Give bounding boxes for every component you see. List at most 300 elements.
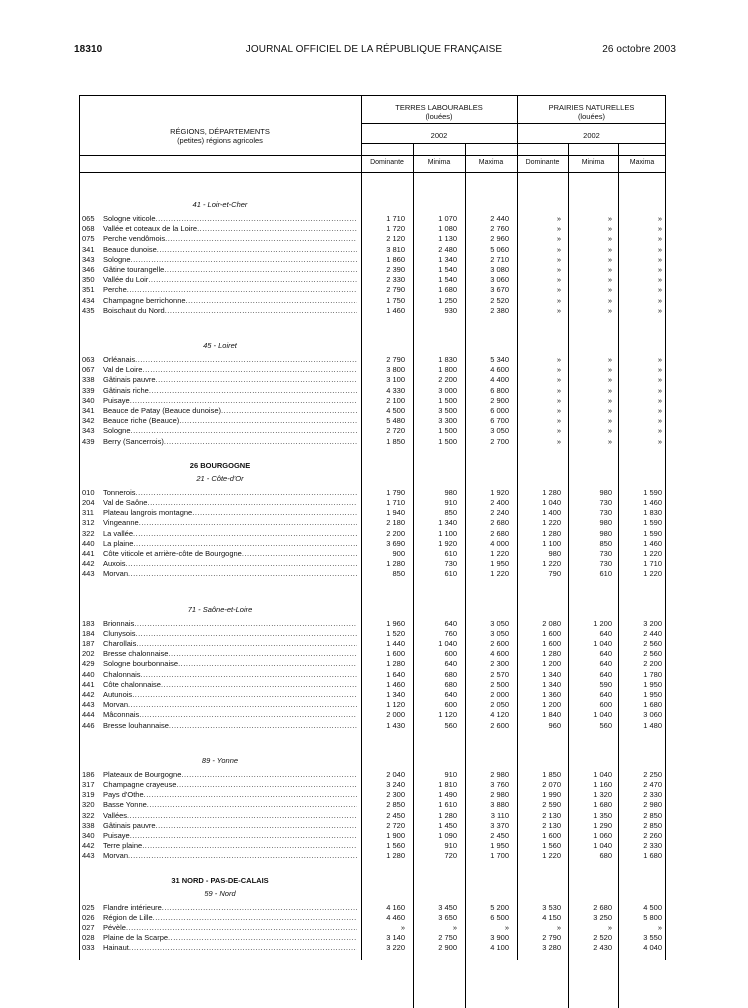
value-cell: 1 920 <box>490 487 509 497</box>
region-name <box>103 569 357 579</box>
region-name-text: La plaine <box>103 538 134 548</box>
value-cell: 1 500 <box>438 426 457 436</box>
col-header-minima: Minima <box>427 159 451 166</box>
value-cell: » <box>400 923 405 932</box>
value-cell: 1 090 <box>438 831 457 840</box>
region-name-text: Gâtinais pauvre <box>103 820 156 830</box>
region-name-text: Côte chalonnaise <box>103 679 161 689</box>
value-cell: 2 430 <box>593 943 612 953</box>
value-cell: » <box>504 923 509 932</box>
value-cell: 730 <box>599 549 612 558</box>
region-code: 028 <box>82 933 95 943</box>
region-code: 184 <box>82 628 95 638</box>
table-row <box>79 639 666 649</box>
value-cell: 1 950 <box>643 679 662 689</box>
value-cell: 1 460 <box>386 305 405 315</box>
value-cell: 1 040 <box>438 639 457 648</box>
value-cell: » <box>607 923 612 932</box>
table-row <box>79 619 666 629</box>
value-cell: 1 600 <box>386 649 405 659</box>
value-cell: 2 710 <box>490 254 509 264</box>
table-row <box>79 234 666 244</box>
region-code: 340 <box>82 831 95 840</box>
value-cell: 850 <box>599 538 612 548</box>
value-cell: 640 <box>444 618 457 628</box>
value-cell: » <box>607 406 612 415</box>
value-cell: 4 600 <box>490 365 509 375</box>
region-name <box>103 831 357 841</box>
value-cell: 1 200 <box>542 700 561 710</box>
value-cell: 1 340 <box>542 669 561 679</box>
region-code: 186 <box>82 769 95 779</box>
region-code: 351 <box>82 285 95 295</box>
value-cell: » <box>607 244 612 254</box>
value-cell: 1 600 <box>542 639 561 648</box>
region-name <box>103 629 357 639</box>
value-cell: 1 700 <box>490 851 509 861</box>
value-cell: 2 120 <box>386 234 405 244</box>
region-code: 443 <box>82 569 95 579</box>
region-name <box>103 670 357 680</box>
value-cell: » <box>657 234 662 244</box>
region-name <box>103 285 357 295</box>
value-cell: 3 100 <box>386 375 405 385</box>
table-row <box>79 214 666 224</box>
value-cell: 720 <box>444 851 457 861</box>
region-code: 063 <box>82 355 95 364</box>
value-cell: 1 640 <box>386 669 405 679</box>
region-code: 202 <box>82 649 95 659</box>
header-rule <box>361 143 666 144</box>
value-cell: » <box>607 285 612 295</box>
table-row <box>79 821 666 831</box>
value-cell: 2 850 <box>643 820 662 830</box>
region-code: 025 <box>82 902 95 912</box>
value-cell: 730 <box>599 498 612 507</box>
region-code: 342 <box>82 416 95 426</box>
value-cell: 1 600 <box>542 831 561 840</box>
value-cell: 910 <box>444 769 457 779</box>
value-cell: 1 850 <box>386 436 405 446</box>
value-cell: 4 150 <box>542 912 561 922</box>
value-cell: » <box>657 365 662 375</box>
table-row <box>79 365 666 375</box>
value-cell: 1 590 <box>643 518 662 528</box>
region-name-text: Plateaux de Bourgogne <box>103 769 182 779</box>
region-code: 441 <box>82 549 95 558</box>
value-cell: 2 080 <box>542 618 561 628</box>
value-cell: 3 690 <box>386 538 405 548</box>
value-cell: 640 <box>599 690 612 699</box>
value-cell: 1 280 <box>542 649 561 659</box>
region-code: 343 <box>82 254 95 264</box>
region-name <box>103 913 357 923</box>
table-row <box>79 245 666 255</box>
value-cell: 2 500 <box>490 679 509 689</box>
value-cell: 6 500 <box>490 912 509 922</box>
regions-header-line2: (petites) régions agricoles <box>177 136 263 145</box>
value-cell: 1 790 <box>386 487 405 497</box>
table-row <box>79 903 666 913</box>
region-name <box>103 488 357 498</box>
value-cell: 4 160 <box>386 902 405 912</box>
value-cell: 1 280 <box>386 559 405 569</box>
col-header-maxima: Maxima <box>478 159 504 166</box>
value-cell: 1 450 <box>438 820 457 830</box>
table-row <box>79 943 666 953</box>
region-name <box>103 508 357 518</box>
value-cell: 1 060 <box>593 831 612 840</box>
value-cell: 760 <box>444 628 457 638</box>
table-row <box>79 569 666 579</box>
region-name <box>103 800 357 810</box>
value-cell: 3 550 <box>643 933 662 943</box>
table-row <box>79 670 666 680</box>
value-cell: 1 220 <box>643 569 662 579</box>
value-cell: 6 700 <box>490 416 509 426</box>
value-cell: 3 140 <box>386 933 405 943</box>
value-cell: 2 480 <box>438 244 457 254</box>
value-cell: 2 790 <box>542 933 561 943</box>
value-cell: 3 000 <box>438 385 457 395</box>
region-code: 434 <box>82 295 95 305</box>
value-cell: » <box>556 254 561 264</box>
table-row <box>79 790 666 800</box>
terres-labourables-header <box>361 103 517 121</box>
region-code: 441 <box>82 679 95 689</box>
region-code: 183 <box>82 618 95 628</box>
value-cell: 5 340 <box>490 355 509 364</box>
journal-title: JOURNAL OFFICIEL DE LA RÉPUBLIQUE FRANÇAISE <box>245 44 503 55</box>
value-cell: 1 400 <box>542 508 561 518</box>
region-code: 322 <box>82 528 95 538</box>
terres-subtitle: (louées) <box>425 112 453 121</box>
value-cell: 2 130 <box>542 810 561 820</box>
value-cell: 2 980 <box>490 790 509 800</box>
region-name <box>103 386 357 396</box>
region-name <box>103 234 357 244</box>
value-cell: 600 <box>599 700 612 710</box>
value-cell: » <box>657 244 662 254</box>
value-cell: 3 370 <box>490 820 509 830</box>
region-name <box>103 923 357 933</box>
value-cell: » <box>556 275 561 285</box>
table-row <box>79 770 666 780</box>
region-name <box>103 426 357 436</box>
value-cell: 3 050 <box>490 628 509 638</box>
region-name <box>103 214 357 224</box>
rates-table <box>79 95 668 960</box>
value-cell: 2 440 <box>643 628 662 638</box>
value-cell: 1 350 <box>593 810 612 820</box>
region-name <box>103 903 357 913</box>
value-cell: 2 040 <box>386 769 405 779</box>
value-cell: 640 <box>599 649 612 659</box>
table-row <box>79 831 666 841</box>
region-code: 343 <box>82 426 95 436</box>
value-cell: 900 <box>392 549 405 558</box>
value-cell: » <box>556 234 561 244</box>
value-cell: 4 100 <box>490 943 509 953</box>
region-name-text: Pévèle <box>103 923 126 932</box>
region-name <box>103 659 357 669</box>
value-cell: » <box>607 265 612 274</box>
value-cell: 980 <box>548 549 561 558</box>
table-row <box>79 488 666 498</box>
value-cell: 1 080 <box>438 224 457 234</box>
value-cell: » <box>556 244 561 254</box>
region-code: 026 <box>82 912 95 922</box>
value-cell: 3 880 <box>490 800 509 810</box>
region-name-text: Morvan <box>103 569 129 579</box>
region-name-text: Gâtinais riche <box>103 385 149 395</box>
value-cell: 1 480 <box>643 720 662 730</box>
value-cell: 1 040 <box>542 498 561 507</box>
region-name-text: Bresse chalonnaise <box>103 649 169 659</box>
value-cell: 2 450 <box>490 831 509 840</box>
value-cell: 2 390 <box>386 265 405 274</box>
value-cell: 2 250 <box>643 769 662 779</box>
value-cell: 3 760 <box>490 780 509 789</box>
value-cell: 4 000 <box>490 538 509 548</box>
value-cell: 3 060 <box>643 710 662 720</box>
region-name-text: Val de Saône <box>103 498 148 507</box>
region-name-text: Vingeanne <box>103 518 139 528</box>
value-cell: 1 340 <box>386 690 405 699</box>
value-cell: 1 540 <box>438 265 457 274</box>
value-cell: 640 <box>444 690 457 699</box>
value-cell: 2 680 <box>490 528 509 538</box>
value-cell: » <box>607 224 612 234</box>
region-name <box>103 265 357 275</box>
publication-date: 26 octobre 2003 <box>602 44 676 55</box>
regions-header-line1: RÉGIONS, DÉPARTEMENTS <box>170 127 270 136</box>
region-code: 439 <box>82 436 95 446</box>
department-heading: 59 - Nord <box>204 888 236 898</box>
table-row <box>79 539 666 549</box>
value-cell: 1 720 <box>386 224 405 234</box>
value-cell: 790 <box>548 569 561 579</box>
value-cell: » <box>607 214 612 223</box>
region-name <box>103 255 357 265</box>
value-cell: » <box>657 426 662 436</box>
value-cell: 2 560 <box>643 649 662 659</box>
region-name <box>103 355 357 365</box>
region-name-text: Sologne <box>103 254 131 264</box>
region-code: 442 <box>82 841 95 851</box>
regions-header <box>79 127 361 145</box>
value-cell: 1 610 <box>438 800 457 810</box>
value-cell: » <box>556 355 561 364</box>
value-cell: 1 830 <box>643 508 662 518</box>
value-cell: 1 710 <box>643 559 662 569</box>
value-cell: 1 280 <box>386 659 405 669</box>
value-cell: 1 130 <box>438 234 457 244</box>
region-code: 442 <box>82 559 95 569</box>
value-cell: 1 040 <box>593 769 612 779</box>
value-cell: 2 720 <box>386 820 405 830</box>
region-name-text: Bresse louhannaise <box>103 720 169 730</box>
prairies-subtitle: (louées) <box>577 112 606 121</box>
year-prairies: 2002 <box>583 131 600 140</box>
value-cell: 1 950 <box>490 841 509 851</box>
value-cell: 3 450 <box>438 902 457 912</box>
value-cell: 2 000 <box>386 710 405 720</box>
value-cell: » <box>607 426 612 436</box>
region-name <box>103 710 357 720</box>
value-cell: » <box>607 436 612 446</box>
value-cell: 850 <box>444 508 457 518</box>
table-row <box>79 275 666 285</box>
region-code: 443 <box>82 700 95 710</box>
value-cell: 3 220 <box>386 943 405 953</box>
table-row <box>79 680 666 690</box>
table-row <box>79 224 666 234</box>
value-cell: » <box>556 426 561 436</box>
value-cell: 560 <box>599 720 612 730</box>
region-code: 338 <box>82 375 95 385</box>
region-code: 339 <box>82 385 95 395</box>
value-cell: 2 680 <box>490 518 509 528</box>
region-name-text: Plaine de la Scarpe <box>103 933 169 943</box>
value-cell: » <box>607 416 612 426</box>
region-code: 187 <box>82 639 95 648</box>
value-cell: 3 200 <box>643 618 662 628</box>
value-cell: 1 710 <box>386 214 405 223</box>
value-cell: 1 220 <box>490 569 509 579</box>
value-cell: 1 680 <box>643 700 662 710</box>
region-name-text: Charollais <box>103 639 137 648</box>
region-name <box>103 437 357 447</box>
region-code: 065 <box>82 214 95 223</box>
value-cell: 5 060 <box>490 244 509 254</box>
value-cell: 1 220 <box>542 518 561 528</box>
value-cell: 730 <box>444 559 457 569</box>
value-cell: 2 850 <box>643 810 662 820</box>
value-cell: 980 <box>599 518 612 528</box>
value-cell: 980 <box>599 487 612 497</box>
region-name-text: Tonnerois <box>103 487 136 497</box>
value-cell: 1 320 <box>593 790 612 800</box>
value-cell: 640 <box>444 659 457 669</box>
value-cell: 2 300 <box>490 659 509 669</box>
table-row <box>79 306 666 316</box>
value-cell: 1 360 <box>542 690 561 699</box>
value-cell: 2 400 <box>490 498 509 507</box>
region-name <box>103 549 357 559</box>
value-cell: 640 <box>599 659 612 669</box>
region-code: 440 <box>82 538 95 548</box>
value-cell: » <box>657 275 662 285</box>
table-row <box>79 721 666 731</box>
region-code: 311 <box>82 508 94 518</box>
value-cell: » <box>657 395 662 405</box>
value-cell: 2 570 <box>490 669 509 679</box>
region-name <box>103 780 357 790</box>
prairies-title: PRAIRIES NATURELLES <box>548 103 635 112</box>
value-cell: 1 220 <box>542 559 561 569</box>
value-cell: 1 680 <box>643 851 662 861</box>
value-cell: 3 810 <box>386 244 405 254</box>
value-cell: 1 280 <box>542 528 561 538</box>
value-cell: » <box>556 305 561 315</box>
value-cell: 1 850 <box>542 769 561 779</box>
table-row <box>79 549 666 559</box>
value-cell: 3 110 <box>490 810 509 820</box>
value-cell: 560 <box>444 720 457 730</box>
region-code: 010 <box>82 487 95 497</box>
value-cell: 5 800 <box>643 912 662 922</box>
value-cell: 1 220 <box>542 851 561 861</box>
region-name-text: Plateau langrois montagne <box>103 508 193 518</box>
value-cell: 590 <box>599 679 612 689</box>
value-cell: 4 460 <box>386 912 405 922</box>
value-cell: 1 900 <box>386 831 405 840</box>
region-name-text: Vallée et coteaux de la Loire <box>103 224 198 234</box>
value-cell: » <box>607 254 612 264</box>
region-code: 322 <box>82 810 95 820</box>
region-name-text: Pays d'Othe <box>103 790 144 800</box>
value-cell: 1 280 <box>542 487 561 497</box>
value-cell: 960 <box>548 720 561 730</box>
value-cell: 2 200 <box>386 528 405 538</box>
value-cell: » <box>556 365 561 375</box>
value-cell: 2 050 <box>490 700 509 710</box>
value-cell: 610 <box>599 569 612 579</box>
value-cell: 1 840 <box>542 710 561 720</box>
value-cell: 1 750 <box>386 295 405 305</box>
value-cell: 680 <box>599 851 612 861</box>
region-name <box>103 498 357 508</box>
region-name-text: Gâtinais pauvre <box>103 375 156 385</box>
table-row <box>79 933 666 943</box>
value-cell: 1 460 <box>643 498 662 507</box>
value-cell: 1 120 <box>386 700 405 710</box>
value-cell: 2 720 <box>386 426 405 436</box>
value-cell: 1 160 <box>593 780 612 789</box>
region-code: 340 <box>82 395 95 405</box>
department-heading: 71 - Saône-et-Loire <box>187 604 253 614</box>
value-cell: » <box>657 224 662 234</box>
value-cell: 2 790 <box>386 355 405 364</box>
value-cell: » <box>556 224 561 234</box>
table-row <box>79 559 666 569</box>
value-cell: 930 <box>444 305 457 315</box>
value-cell: » <box>657 375 662 385</box>
region-name <box>103 690 357 700</box>
table-row <box>79 913 666 923</box>
value-cell: » <box>556 395 561 405</box>
table-row <box>79 649 666 659</box>
table-row <box>79 780 666 790</box>
prairies-naturelles-header <box>517 103 666 121</box>
col-header-dominante: Dominante <box>525 159 560 166</box>
value-cell: 1 600 <box>542 628 561 638</box>
value-cell: 1 340 <box>542 679 561 689</box>
region-code: 067 <box>82 365 95 375</box>
value-cell: 2 380 <box>490 305 509 315</box>
region-name-text: Berry (Sancerrois) <box>103 436 164 446</box>
value-cell: » <box>607 375 612 385</box>
value-cell: 600 <box>444 649 457 659</box>
value-cell: 1 100 <box>438 528 457 538</box>
table-row <box>79 851 666 861</box>
region-code: 443 <box>82 851 95 861</box>
region-name-text: Perche <box>103 285 127 295</box>
value-cell: 1 220 <box>643 549 662 558</box>
value-cell: 1 680 <box>438 285 457 295</box>
value-cell: 2 300 <box>386 790 405 800</box>
